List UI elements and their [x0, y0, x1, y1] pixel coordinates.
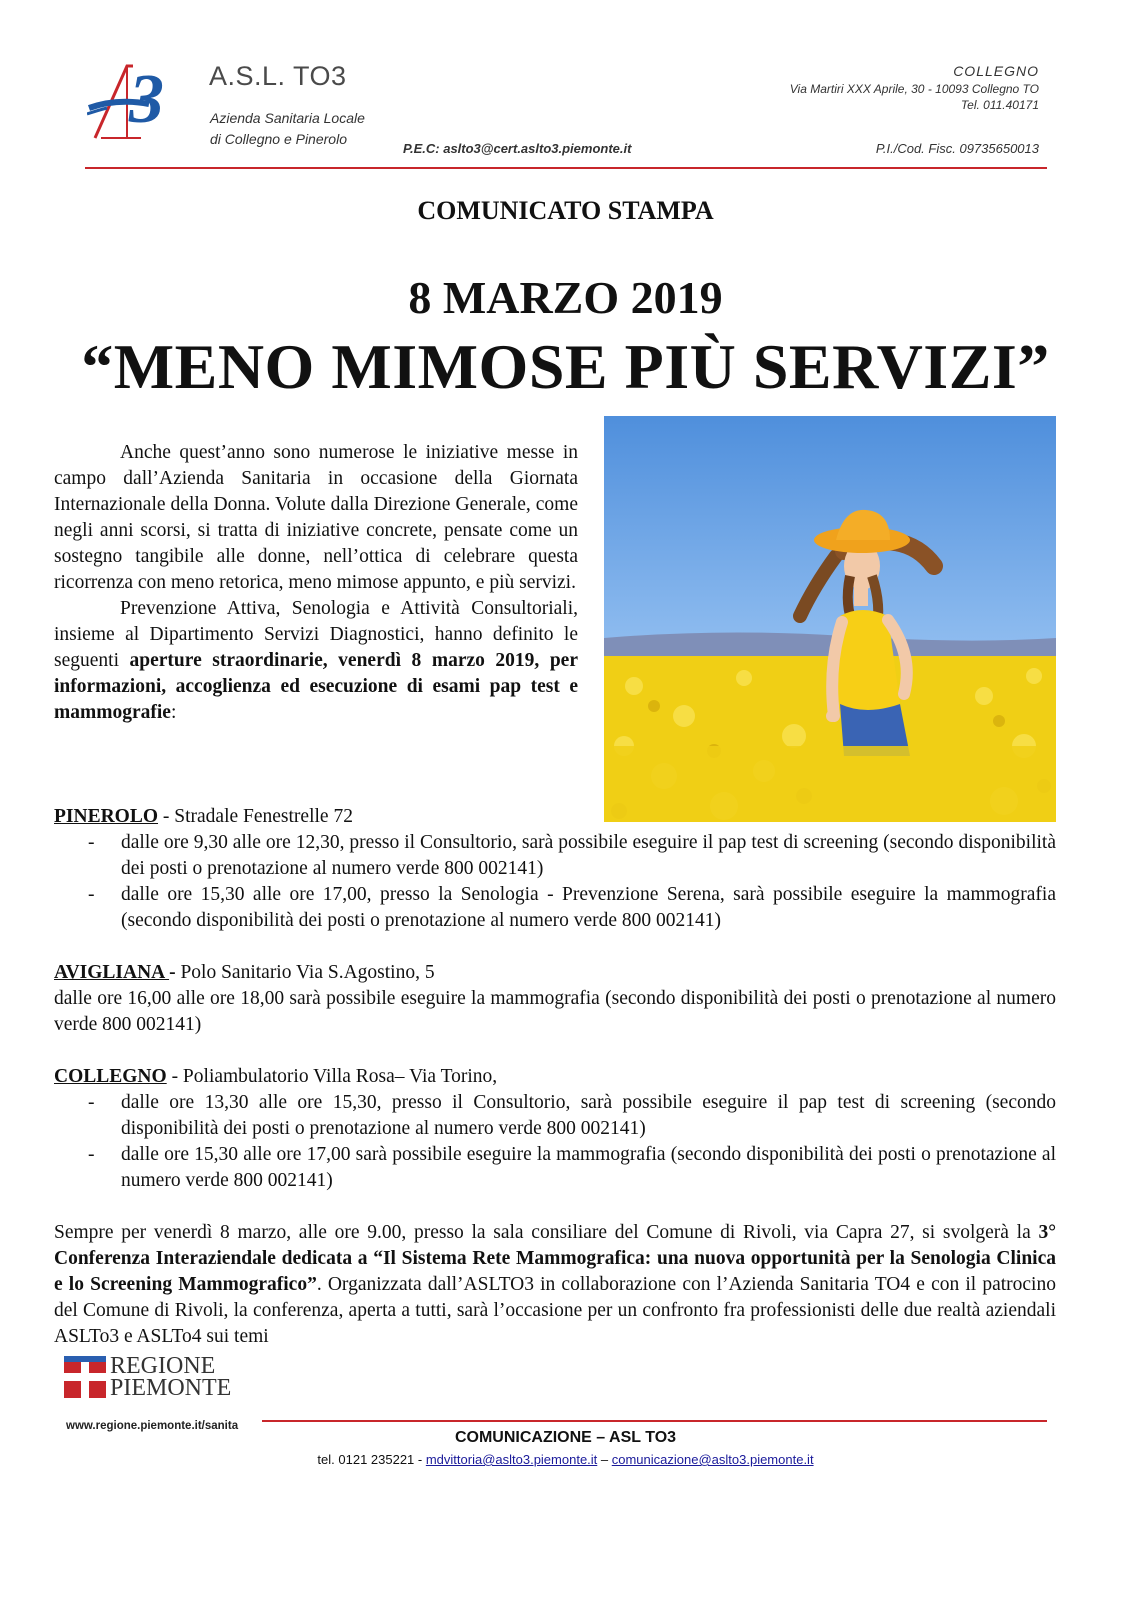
email-link-comunicazione[interactable]: comunicazione@aslto3.piemonte.it [611, 1452, 814, 1467]
intro-text [54, 440, 578, 726]
location-name: PINEROLO [54, 806, 159, 827]
closing-end: . Organizzata dall’ASLTO3 in collaborazione con l’Azienda Sanitaria TO4 e con il patrocino del Comune di Rivoli, la conferenza, aperta a tutti, sarà l’occasione per un confronto fra professionisti delle due realtà aziendali ASLTo3 e ASLTo4 sui temi [54, 1274, 1056, 1347]
header-phone: Tel. 011.40171 [960, 98, 1039, 112]
header-address: Via Martiri XXX Aprile, 30 - 10093 Collegno TO [789, 82, 1039, 96]
section-collegno [54, 1064, 1056, 1194]
header-piva: P.I./Cod. Fisc. 09735650013 [875, 141, 1039, 156]
list-item-text: dalle ore 15,30 alle ore 17,00, presso la Senologia - Prevenzione Serena, sarà possibile eseguire la mammografia (secondo disponibilità dei posti o prenotazione al numero verde 800 002141) [121, 884, 1056, 931]
piemonte-shield-icon [64, 1356, 106, 1398]
location-name: COLLEGNO [54, 1066, 167, 1087]
location-place: - Poliambulatorio Villa Rosa– Via Torino, [166, 1066, 498, 1087]
woman-in-field-photo [604, 416, 1056, 822]
org-name: A.S.L. TO3 [209, 61, 347, 91]
closing-paragraph [54, 1220, 1056, 1350]
region-name-line-2: PIEMONTE [110, 1375, 232, 1401]
section-avigliana [54, 960, 1056, 1038]
location-place: - Stradale Fenestrelle 72 [158, 806, 353, 827]
main-title: “MENO MIMOSE PIÙ SERVIZI” [81, 331, 1050, 402]
service-list [54, 1090, 1056, 1194]
list-item: - dalle ore 13,30 alle ore 15,30, presso il Consultorio, sarà possibile eseguire il pap test di screening (secondo disponibilità dei posti o prenotazione al numero verde 800 002141) [88, 1092, 1056, 1139]
asl-logo-icon [87, 60, 195, 150]
footer-contact [0, 1452, 1131, 1467]
email-link-mdvittoria[interactable]: mdvittoria@aslto3.piemonte.it [425, 1452, 598, 1467]
list-item: - dalle ore 9,30 alle ore 12,30, presso il Consultorio, sarà possibile eseguire il pap test di screening (secondo disponibilità dei posti o prenotazione al numero verde 800 002141) [88, 832, 1056, 879]
service-list [54, 830, 1056, 934]
intro-paragraph-1: Anche quest’anno sono numerose le iniziative messe in campo dall’Azienda Sanitaria in occasione della Giornata Internazionale della Donna. Volute dalla Direzione Generale, come negli anni scorsi, si tratta di iniziative concrete, pensate come un sostegno tangibile alle donne, nell’ottica di celebrare questa ricorrenza con meno retorica, meno mimose appunto, e più servizi. [54, 442, 578, 593]
footer-phone: tel. 0121 235221 - [317, 1452, 426, 1467]
header-pec: P.E.C: aslto3@cert.aslto3.piemonte.it [403, 141, 632, 156]
list-item: - dalle ore 15,30 alle ore 17,00, presso la Senologia - Prevenzione Serena, sarà possibile eseguire la mammografia (secondo disponibilità dei posti o prenotazione al numero verde 800 002141) [88, 884, 1056, 931]
list-item-text: dalle ore 9,30 alle ore 12,30, presso il Consultorio, sarà possibile eseguire il pap test di screening (secondo disponibilità dei posti o prenotazione al numero verde 800 002141) [121, 832, 1056, 879]
svg-text:3: 3 [129, 61, 164, 138]
intro-p2-start: Prevenzione Attiva, Senologia e Attività Consultoriali, insieme al Dipartimento Servizi Diagnostici, hanno definito le seguenti [54, 598, 578, 671]
section-body: dalle ore 16,00 alle ore 18,00 sarà possibile eseguire la mammografia (secondo disponibilità dei posti o prenotazione al numero verde 800 002141) [54, 988, 1056, 1035]
region-url: www.regione.piemonte.it/sanita [66, 1420, 239, 1432]
location-place: Polo Sanitario Via S.Agostino, 5 [175, 962, 435, 983]
org-subtitle-2: di Collegno e Pinerolo [210, 131, 347, 147]
intro-p2-bold: aperture straordinarie, venerdì 8 marzo 2019, per informazioni, accoglienza ed esecuzione di esami pap test e mammografie [54, 650, 578, 723]
section-heading [54, 804, 1056, 830]
list-item-text: dalle ore 15,30 alle ore 17,00 sarà possibile eseguire la mammografia (secondo disponibilità dei posti o prenotazione al numero verde 800 002141) [121, 1144, 1056, 1191]
header-city: COLLEGNO [953, 63, 1039, 79]
region-name-line-1: REGIONE [110, 1353, 216, 1379]
location-dash: - [169, 962, 176, 983]
section-heading [54, 1064, 1056, 1090]
org-subtitle-1: Azienda Sanitaria Locale [210, 110, 365, 126]
list-item: - dalle ore 15,30 alle ore 17,00 sarà possibile eseguire la mammografia (secondo disponibilità dei posti o prenotazione al numero verde 800 002141) [88, 1144, 1056, 1191]
intro-paragraph-2 [54, 596, 578, 726]
location-name: AVIGLIANA [54, 962, 170, 983]
document-type: COMUNICATO STAMPA [417, 196, 714, 225]
section-pinerolo [54, 804, 1056, 934]
footer-divider [262, 1420, 1047, 1422]
footer-separator: – [597, 1452, 612, 1467]
footer-title: COMUNICAZIONE – ASL TO3 [454, 1429, 677, 1446]
list-item-text: dalle ore 13,30 alle ore 15,30, presso il Consultorio, sarà possibile eseguire il pap test di screening (secondo disponibilità dei posti o prenotazione al numero verde 800 002141) [121, 1092, 1056, 1139]
section-heading [54, 960, 1056, 986]
regione-piemonte-logo [64, 1334, 254, 1418]
intro-p2-end: : [170, 702, 177, 723]
header-divider [85, 167, 1047, 169]
closing-start: Sempre per venerdì 8 marzo, alle ore 9.00, presso la sala consiliare del Comune di Rivoli, via Capra 27, si svolgerà la [54, 1222, 1039, 1243]
closing-bold: 3° Conferenza Interaziendale dedicata a “Il Sistema Rete Mammografica: una nuova opportunità per la Senologia Clinica e lo Screening Mammografico” [54, 1222, 1056, 1295]
date-heading: 8 MARZO 2019 [408, 272, 723, 323]
